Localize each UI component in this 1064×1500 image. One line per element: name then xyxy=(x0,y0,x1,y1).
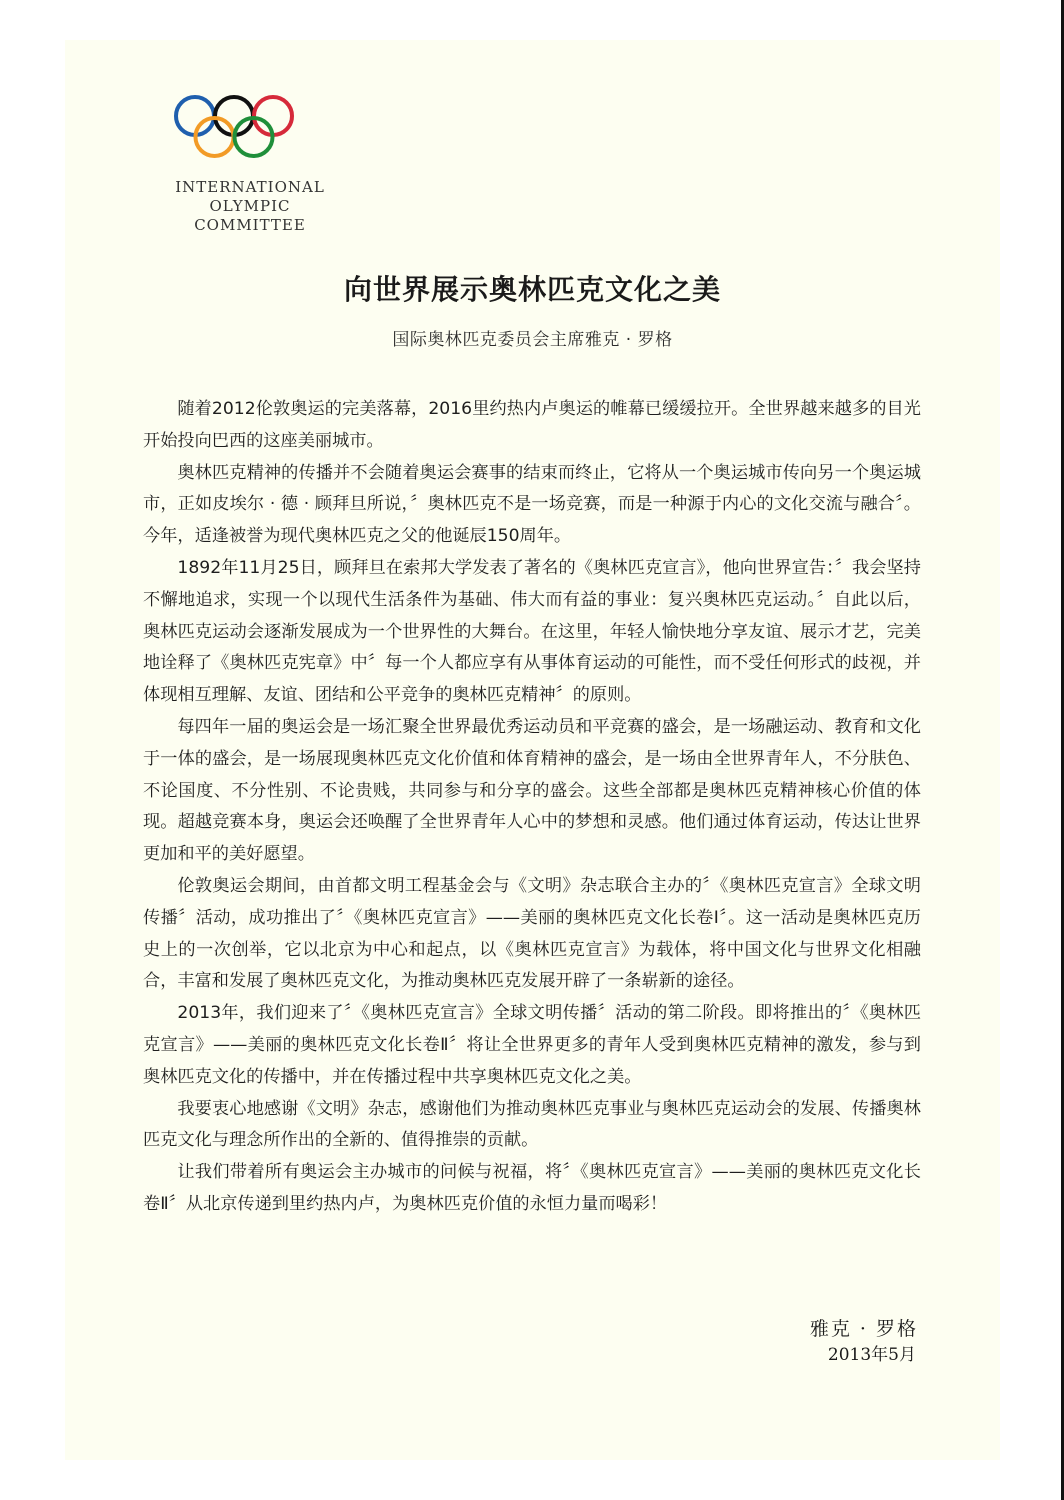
paragraph: 随着2012伦敦奥运的完美落幕，2016里约热内卢奥运的帷幕已缓缓拉开。全世界越来越多的目光开始投向巴西的这座美丽城市。 xyxy=(143,399,921,451)
paragraph: 2013年，我们迎来了〞《奥林匹克宣言》全球文明传播〞活动的第二阶段。即将推出的〞《奥林匹克宣言》——美丽的奥林匹克文化长卷Ⅱ〞将让全世界更多的青年人受到奥林匹克精神的激发，参与到奥林匹克文化的传播中，并在传播过程中共享奥林匹克文化之美。 xyxy=(143,1003,921,1087)
letter-body xyxy=(143,394,921,1221)
letter-title: 向世界展示奥林匹克文化之美 xyxy=(343,273,721,306)
signature-name: 雅克 · 罗格 xyxy=(809,1318,918,1340)
letter-author-line: 国际奥林匹克委员会主席雅克 · 罗格 xyxy=(392,330,673,350)
paragraph: 1892年11月25日，顾拜旦在索邦大学发表了著名的《奥林匹克宣言》，他向世界宣告：〞我会坚持不懈地追求，实现一个以现代生活条件为基础、伟大而有益的事业：复兴奥林匹克运动。〞自此以后，奥林匹克运动会逐渐发展成为一个世界性的大舞台。在这里，年轻人愉快地分享友谊、展示才艺，完美地诠释了《奥林匹克宪章》中〞每一个人都应享有从事体育运动的可能性，而不受任何形式的歧视，并体现相互理解、友谊、团结和公平竞争的奥林匹克精神〞的原则。 xyxy=(143,557,921,706)
paragraph: 每四年一届的奥运会是一场汇聚全世界最优秀运动员和平竞赛的盛会，是一场融运动、教育和文化于一体的盛会，是一场展现奥林匹克文化价值和体育精神的盛会，是一场由全世界青年人，不分肤色、不论国度、不分性别、不论贵贱，共同参与和分享的盛会。这些全部都是奥林匹克精神核心价值的体现。超越竞赛本身，奥运会还唤醒了全世界青年人心中的梦想和灵感。他们通过体育运动，传达让世界更加和平的美好愿望。 xyxy=(143,716,921,865)
org-line: COMMITTEE xyxy=(194,216,306,234)
signature-date: 2013年5月 xyxy=(827,1345,916,1365)
org-line: INTERNATIONAL xyxy=(175,178,325,196)
letter-page xyxy=(65,40,1000,1460)
paragraph: 让我们带着所有奥运会主办城市的问候与祝福，将〞《奥林匹克宣言》——美丽的奥林匹克文化长卷Ⅱ〞从北京传递到里约热内卢，为奥林匹克价值的永恒力量而喝彩！ xyxy=(143,1162,921,1214)
signature-block xyxy=(810,1316,918,1368)
olympic-rings-icon xyxy=(173,92,295,162)
paragraph: 奥林匹克精神的传播并不会随着奥运会赛事的结束而终止，它将从一个奥运城市传向另一个奥运城市，正如皮埃尔 · 德 · 顾拜旦所说，〞奥林匹克不是一场竞赛，而是一种源于内心的文化交流与融合〞。今年，适逢被誉为现代奥林匹克之父的他诞辰150周年。 xyxy=(143,462,921,547)
paragraph: 伦敦奥运会期间，由首都文明工程基金会与《文明》杂志联合主办的〞《奥林匹克宣言》全球文明传播〞活动，成功推出了〞《奥林匹克宣言》——美丽的奥林匹克文化长卷Ⅰ〞。这一活动是奥林匹克历史上的一次创举，它以北京为中心和起点，以《奥林匹克宣言》为载体，将中国文化与世界文化相融合，丰富和发展了奥林匹克文化，为推动奥林匹克发展开辟了一条崭新的途径。 xyxy=(143,875,921,992)
paragraph: 我要衷心地感谢《文明》杂志，感谢他们为推动奥林匹克事业与奥林匹克运动会的发展、传播奥林匹克文化与理念所作出的全新的、值得推崇的贡献。 xyxy=(143,1098,921,1151)
organization-name xyxy=(165,178,335,235)
org-line: OLYMPIC xyxy=(209,197,291,215)
